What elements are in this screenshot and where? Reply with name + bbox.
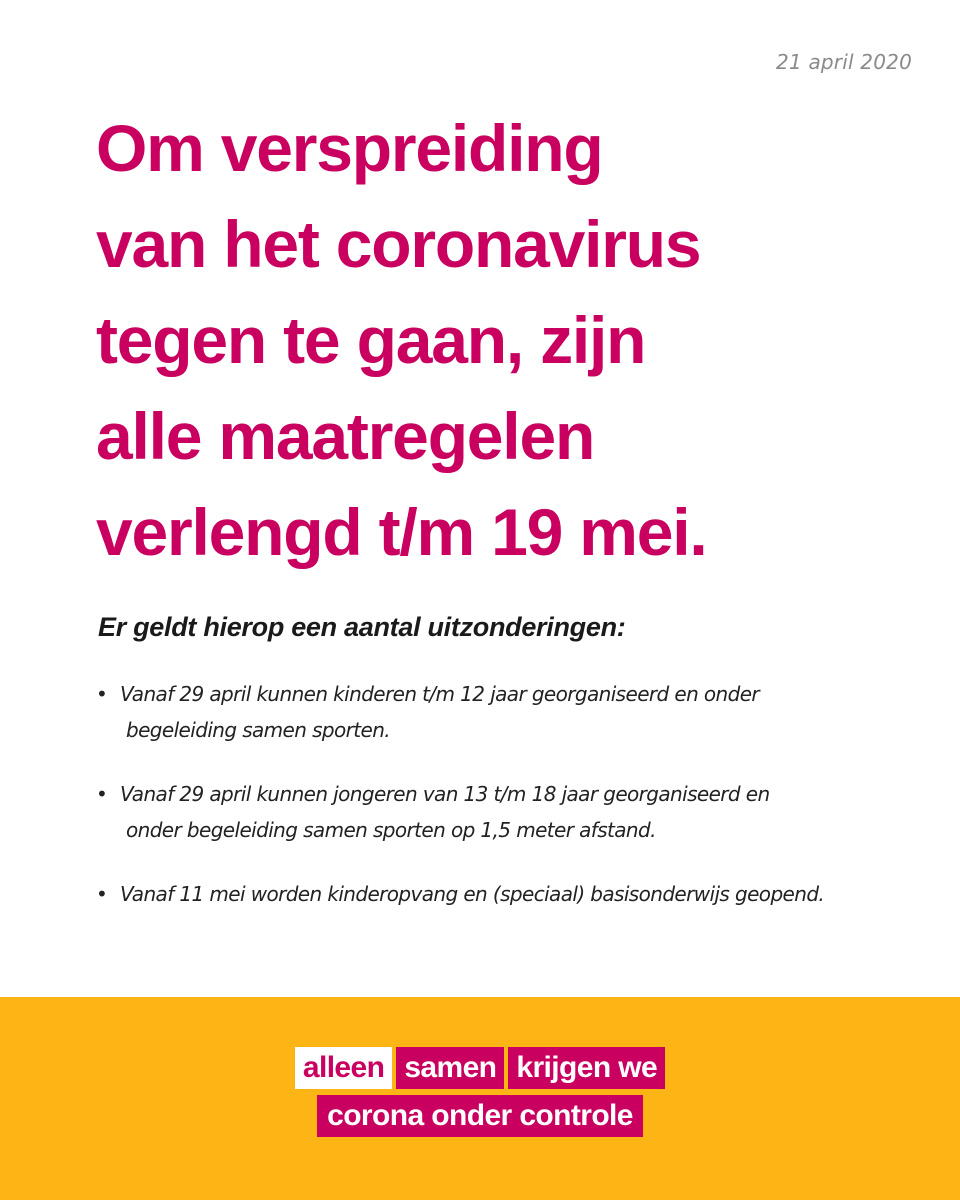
headline-line-5: verlengd t/m 19 mei. bbox=[96, 495, 707, 569]
headline-line-2: van het coronavirus bbox=[96, 207, 701, 281]
list-item bbox=[96, 676, 916, 748]
bullet-icon: • bbox=[96, 782, 108, 806]
logo-row-2 bbox=[0, 1095, 960, 1137]
headline bbox=[96, 100, 916, 580]
headline-line-1: Om verspreiding bbox=[96, 111, 603, 185]
campaign-logo bbox=[0, 1047, 960, 1143]
list-item bbox=[96, 876, 916, 912]
list-item-line: Vanaf 11 mei worden kinderopvang en (speciaal) basisonderwijs geopend. bbox=[120, 882, 825, 906]
list-item bbox=[96, 776, 916, 848]
exceptions-heading: Er geldt hierop een aantal uitzonderingen: bbox=[98, 612, 626, 642]
list-item-line: onder begeleiding samen sporten op 1,5 meter afstand. bbox=[126, 818, 656, 842]
headline-line-3: tegen te gaan, zijn bbox=[96, 303, 646, 377]
footer-banner bbox=[0, 997, 960, 1200]
list-item-line: Vanaf 29 april kunnen kinderen t/m 12 jaar georganiseerd en onder bbox=[120, 682, 760, 706]
bullet-icon: • bbox=[96, 682, 108, 706]
logo-word-samen: samen bbox=[396, 1047, 504, 1089]
exceptions-list bbox=[96, 676, 916, 940]
logo-word-krijgen-we: krijgen we bbox=[508, 1047, 665, 1089]
logo-row-1 bbox=[0, 1047, 960, 1089]
headline-line-4: alle maatregelen bbox=[96, 399, 595, 473]
logo-word-alleen: alleen bbox=[295, 1047, 392, 1089]
list-item-line: begeleiding samen sporten. bbox=[126, 718, 391, 742]
logo-line-corona-onder-controle: corona onder controle bbox=[317, 1095, 643, 1137]
publication-date: 21 april 2020 bbox=[776, 50, 912, 74]
list-item-line: Vanaf 29 april kunnen jongeren van 13 t/m 18 jaar georganiseerd en bbox=[120, 782, 770, 806]
bullet-icon: • bbox=[96, 882, 108, 906]
